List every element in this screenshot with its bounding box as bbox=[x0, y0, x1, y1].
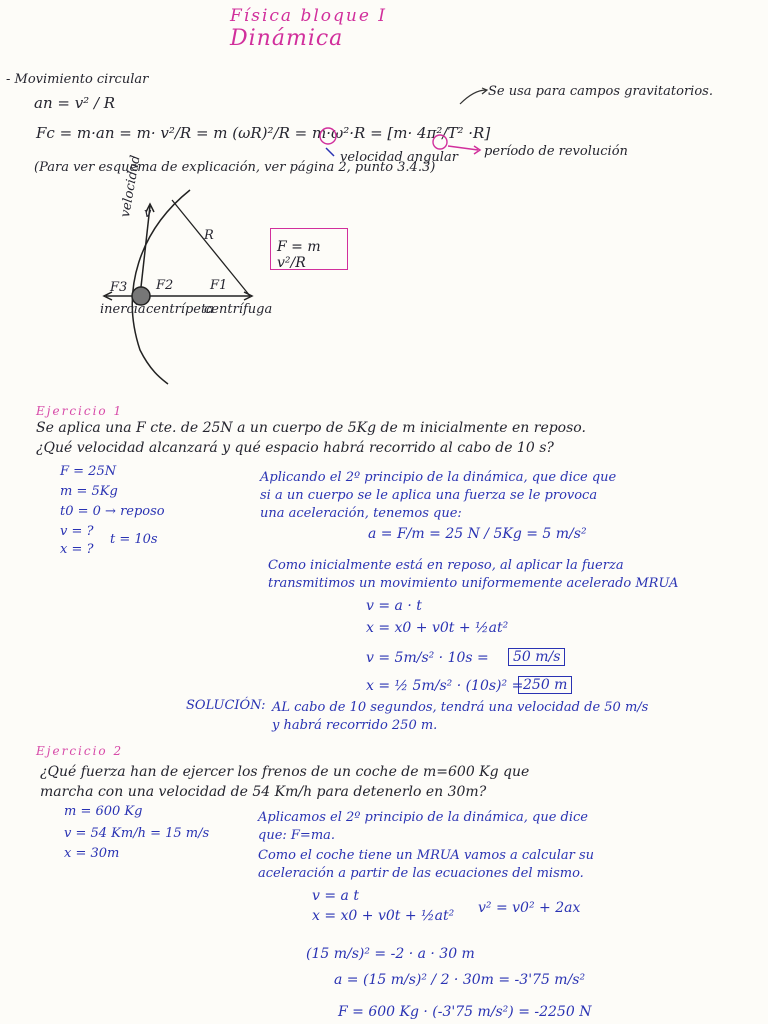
ex2-explain-2: que: F=ma. bbox=[258, 828, 336, 843]
exercise-2-title: Ejercicio 2 bbox=[36, 744, 124, 758]
ex1-data-t0: t0 = 0 → reposo bbox=[60, 504, 165, 519]
formula-an: an = v² / R bbox=[34, 94, 116, 112]
diagram-label-centrifuga: centrífuga bbox=[204, 302, 273, 317]
diagram-label-f2: F2 bbox=[156, 278, 174, 293]
ex1-result-v: 50 m/s bbox=[508, 648, 565, 666]
ex2-data-v: v = 54 Km/h = 15 m/s bbox=[64, 826, 210, 841]
diagram-label-velocity: velocidad bbox=[118, 154, 144, 219]
diagram-label-centripeta: centrípeta bbox=[146, 302, 214, 317]
ex2-data-m: m = 600 Kg bbox=[64, 804, 143, 819]
ex1-result-x: 250 m bbox=[518, 676, 572, 694]
diagram-label-v: v bbox=[144, 206, 152, 221]
ex2-calc-3: F = 600 Kg · (-3'75 m/s²) = -2250 N bbox=[338, 1004, 592, 1020]
ex2-explain-1: Aplicamos el 2º principio de la dinámica, que dice bbox=[258, 810, 589, 825]
exercise-2-statement-2: marcha con una velocidad de 54 Km/h para detenerlo en 30m? bbox=[40, 784, 487, 800]
ex2-calc-2: a = (15 m/s)² / 2 · 30m = -3'75 m/s² bbox=[334, 972, 586, 988]
ex1-data-t: t = 10s bbox=[110, 532, 158, 547]
ex1-calc-v: v = 5m/s² · 10s = bbox=[366, 650, 489, 666]
ex1-solution-label: SOLUCIÓN: bbox=[186, 698, 266, 713]
ex1-data-f: F = 25N bbox=[60, 464, 117, 479]
diagram-label-f1: F1 bbox=[210, 278, 228, 293]
ex1-explain-2: si a un cuerpo se le aplica una fuerza se le provoca bbox=[260, 488, 598, 503]
ex1-calc-x: x = ½ 5m/s² · (10s)² = bbox=[366, 678, 524, 694]
section-heading: - Movimiento circular bbox=[6, 72, 149, 87]
see-scheme-note: (Para ver esquema de explicación, ver página 2, punto 3.4.3) bbox=[34, 160, 436, 175]
formula-box bbox=[270, 228, 348, 270]
exercise-1-title: Ejercicio 1 bbox=[36, 404, 124, 418]
ex1-acceleration: a = F/m = 25 N / 5Kg = 5 m/s² bbox=[368, 526, 587, 542]
ex2-explain-4: aceleración a partir de las ecuaciones del mismo. bbox=[258, 866, 584, 881]
formula-box-text: F = m v²/R bbox=[277, 239, 321, 271]
ex1-solution-1: AL cabo de 10 segundos, tendrá una velocidad de 50 m/s bbox=[272, 700, 649, 715]
ex1-mrua-1: Como inicialmente está en reposo, al aplicar la fuerza bbox=[268, 558, 624, 573]
note-period: período de revolución bbox=[484, 144, 628, 159]
ex1-solution-2: y habrá recorrido 250 m. bbox=[272, 718, 438, 733]
title-line-1: Física bloque I bbox=[230, 6, 388, 26]
ex1-explain-3: una aceleración, tenemos que: bbox=[260, 506, 462, 521]
ex2-explain-3: Como el coche tiene un MRUA vamos a calcular su bbox=[258, 848, 595, 863]
diagram-label-inercia: inercia bbox=[100, 302, 146, 317]
ex1-eq-v: v = a · t bbox=[366, 598, 422, 614]
ex1-explain-1: Aplicando el 2º principio de la dinámica, que dice que bbox=[260, 470, 617, 485]
ex2-eq-1: v = a t bbox=[312, 888, 359, 904]
ex1-mrua-2: transmitimos un movimiento uniformemente acelerado MRUA bbox=[268, 576, 679, 591]
formula-fc: Fc = m·an = m· v²/R = m (ωR)²/R = m·ω²·R = [m· 4π²/T² ·R] bbox=[36, 124, 491, 142]
diagram-label-r: R bbox=[204, 228, 214, 243]
ex2-eq-3: v² = v0² + 2ax bbox=[478, 900, 581, 916]
ex2-eq-2: x = x0 + v0t + ½at² bbox=[312, 908, 455, 924]
exercise-1-statement-1: Se aplica una F cte. de 25N a un cuerpo de 5Kg de m inicialmente en reposo. bbox=[36, 420, 586, 436]
exercise-1-statement-2: ¿Qué velocidad alcanzará y qué espacio habrá recorrido al cabo de 10 s? bbox=[36, 440, 554, 456]
ex1-data-x: x = ? bbox=[60, 542, 94, 557]
diagram-label-f3: F3 bbox=[110, 280, 128, 295]
note-gravity: Se usa para campos gravitatorios. bbox=[488, 84, 713, 99]
ex1-data-m: m = 5Kg bbox=[60, 484, 118, 499]
ex1-data-v: v = ? bbox=[60, 524, 94, 539]
ex1-eq-x: x = x0 + v0t + ½at² bbox=[366, 620, 509, 636]
exercise-2-statement-1: ¿Qué fuerza han de ejercer los frenos de un coche de m=600 Kg que bbox=[40, 764, 530, 780]
title-line-2: Dinámica bbox=[230, 26, 344, 51]
ex2-calc-1: (15 m/s)² = -2 · a · 30 m bbox=[306, 946, 475, 962]
ex2-data-x: x = 30m bbox=[64, 846, 120, 861]
note-angular-velocity: velocidad angular bbox=[340, 150, 458, 165]
